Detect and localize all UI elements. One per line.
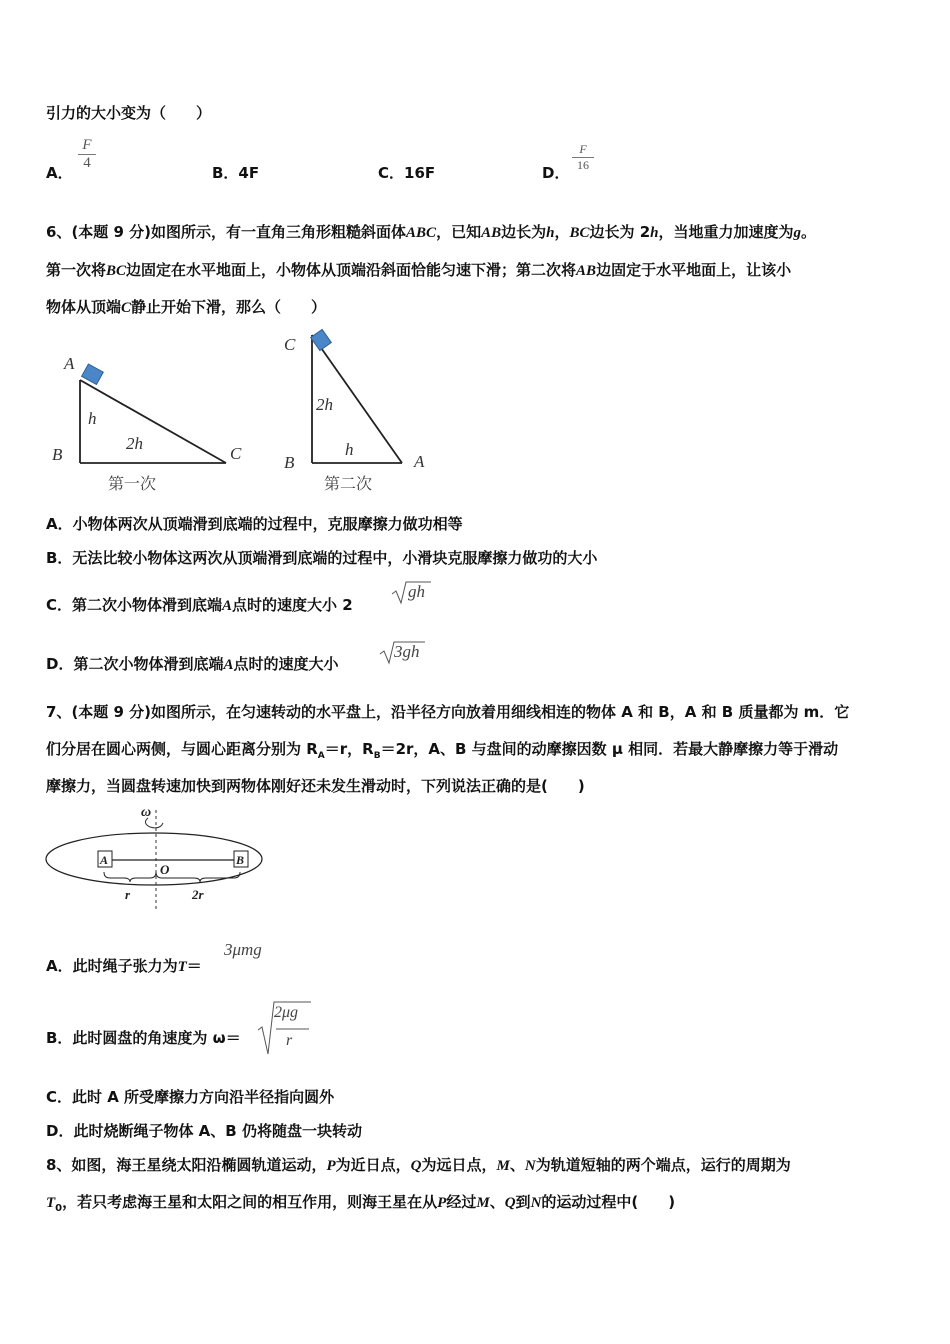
text: ＝r，R: [324, 740, 374, 758]
label-b: B: [52, 445, 63, 464]
q5-option-a-fraction: [78, 137, 96, 172]
var-c: C: [121, 300, 132, 316]
q5-option-a-label: A．: [46, 164, 73, 182]
text: 为近日点，: [335, 1156, 411, 1174]
q7-option-a[interactable]: [46, 955, 202, 976]
label-a: A: [100, 853, 109, 867]
text: ，已知: [436, 223, 482, 241]
text: 到: [515, 1193, 531, 1211]
text: 8、如图，海王星绕太阳沿椭圆轨道运动，: [46, 1156, 327, 1174]
q7-option-b[interactable]: [46, 1027, 241, 1048]
q6-option-a[interactable]: A．小物体两次从顶端滑到底端的过程中，克服摩擦力做功相等: [46, 515, 463, 533]
label-2h: 2h: [126, 434, 143, 453]
q6-figure: [40, 325, 440, 500]
text: 的运动过程中( ): [541, 1193, 676, 1211]
q6-stem-line2: [46, 259, 791, 280]
text: C．第二次小物体滑到底端: [46, 596, 223, 614]
block: [311, 329, 332, 350]
var-p: P: [326, 1158, 336, 1174]
text: 。: [801, 223, 817, 241]
text: 为远日点，: [421, 1156, 497, 1174]
q5-option-d-label: D．: [542, 164, 570, 182]
text: (本题 9 分)如图所示，有一直角三角形粗糙斜面体: [71, 223, 407, 241]
q6-option-d[interactable]: [46, 653, 338, 674]
text: ＝: [186, 957, 202, 975]
text: ，当地重力加速度为: [658, 223, 794, 241]
q7-stem-line3: 摩擦力，当圆盘转速加快到两物体刚好还未发生滑动时，下列说法正确的是( ): [46, 777, 585, 795]
text: ，若只考虑海王星和太阳之间的相互作用，则海王星在从: [62, 1193, 438, 1211]
q6-option-c[interactable]: [46, 594, 353, 615]
block: [82, 364, 104, 384]
var-bc: BC: [569, 225, 590, 241]
label-a: A: [414, 452, 425, 471]
var-h: h: [650, 225, 659, 241]
math-gh: gh: [408, 582, 425, 601]
fraction-denominator: 4: [83, 155, 91, 171]
omega-label: ω: [141, 805, 152, 820]
text: B．此时圆盘的角速度为 ω＝: [46, 1029, 241, 1047]
math-3gh: 3gh: [394, 642, 420, 661]
q7-option-d[interactable]: D．此时烧断绳子物体 A、B 仍将随盘一块转动: [46, 1122, 362, 1140]
q5-option-c[interactable]: C．16F: [378, 164, 436, 182]
label-c: C: [230, 444, 242, 463]
q5-option-d[interactable]: [542, 162, 569, 183]
var-bc: BC: [106, 263, 127, 279]
label-b: B: [236, 853, 245, 867]
text: 边长为: [501, 223, 547, 241]
q7-number: 7、: [46, 703, 72, 721]
text: ＝2r，A、B 与盘间的动摩擦因数 μ 相同．若最大静摩擦力等于滑动: [380, 740, 839, 758]
text: 经过: [446, 1193, 477, 1211]
q5-stem-tail: 引力的大小变为（ ）: [46, 104, 212, 122]
var-m: M: [496, 1158, 510, 1174]
var-ab: AB: [481, 225, 502, 241]
text: 静止开始下滑，那么（ ）: [131, 298, 327, 316]
text: 点时的速度大小 2: [232, 596, 353, 614]
subscript-a: A: [317, 751, 325, 761]
q7-stem-line1: [46, 701, 849, 722]
label-a: A: [64, 354, 75, 373]
text: 、: [509, 1156, 525, 1174]
var-h: h: [546, 225, 555, 241]
q6-stem-line1: [46, 221, 816, 242]
var-n: N: [530, 1195, 542, 1211]
var-g: g: [793, 225, 802, 241]
text: 边长为 2: [589, 223, 651, 241]
var-a: A: [223, 657, 234, 673]
text: D．第二次小物体滑到底端: [46, 655, 224, 673]
q8-stem-line2: [46, 1191, 675, 1214]
q5-option-d-fraction: [572, 142, 594, 173]
var-t: T: [46, 1195, 56, 1211]
q8-stem-line1: [46, 1154, 791, 1175]
var-n: N: [524, 1158, 536, 1174]
label-2h: 2h: [316, 395, 333, 414]
var-abc: ABC: [406, 225, 437, 241]
brace-r: [104, 872, 156, 882]
caption-second: 第二次: [324, 476, 373, 493]
triangle-first: [80, 364, 226, 463]
label-o: O: [160, 862, 170, 877]
label-h: h: [88, 409, 97, 428]
var-ab: AB: [576, 263, 597, 279]
fraction-denominator: r: [286, 1032, 293, 1049]
q7-stem-line2: [46, 738, 838, 761]
label-h: h: [345, 440, 354, 459]
fraction-numerator: 2μg: [274, 1004, 299, 1021]
label-r: r: [125, 887, 131, 902]
text: (本题 9 分)如图所示，在匀速转动的水平盘上，沿半径方向放着用细线相连的物体 A 和 B，A 和 B 质量都为 m．它: [71, 703, 850, 721]
q5-option-b[interactable]: B．4F: [212, 164, 260, 182]
text: 为轨道短轴的两个端点，运行的周期为: [535, 1156, 791, 1174]
label-c: C: [284, 335, 296, 354]
var-t: T: [177, 959, 187, 975]
subscript-0: 0: [55, 1203, 63, 1214]
q6-option-b[interactable]: B．无法比较小物体这两次从顶端滑到底端的过程中，小滑块克服摩擦力做功的大小: [46, 549, 598, 567]
math-3umg: 3μmg: [224, 940, 262, 959]
text: 第一次将: [46, 261, 107, 279]
fraction-numerator: F: [78, 137, 96, 155]
text: ，: [554, 223, 570, 241]
fraction-denominator: 16: [577, 158, 589, 172]
q7-option-c[interactable]: C．此时 A 所受摩擦力方向沿半径指向圆外: [46, 1088, 335, 1106]
text: 边固定在水平地面上，小物体从顶端沿斜面恰能匀速下滑；第二次将: [126, 261, 577, 279]
var-p: P: [437, 1195, 447, 1211]
var-m: M: [476, 1195, 490, 1211]
fraction-numerator: F: [572, 142, 594, 158]
var-a: A: [222, 598, 233, 614]
label-b: B: [284, 453, 295, 472]
text: A．此时绳子张力为: [46, 957, 178, 975]
label-2r: 2r: [192, 887, 204, 902]
subscript-b: B: [373, 751, 381, 761]
q6-number: 6、: [46, 223, 72, 241]
text: 点时的速度大小: [233, 655, 339, 673]
var-q: Q: [504, 1195, 516, 1211]
text: 、: [489, 1193, 505, 1211]
caption-first: 第一次: [108, 476, 157, 493]
text: 物体从顶端: [46, 298, 122, 316]
q7-figure: [44, 800, 269, 912]
text: 边固定于水平地面上，让该小: [596, 261, 792, 279]
text: 们分居在圆心两侧，与圆心距离分别为 R: [46, 740, 318, 758]
q6-stem-line3: [46, 296, 326, 317]
var-q: Q: [410, 1158, 422, 1174]
q5-option-a[interactable]: [46, 162, 73, 183]
